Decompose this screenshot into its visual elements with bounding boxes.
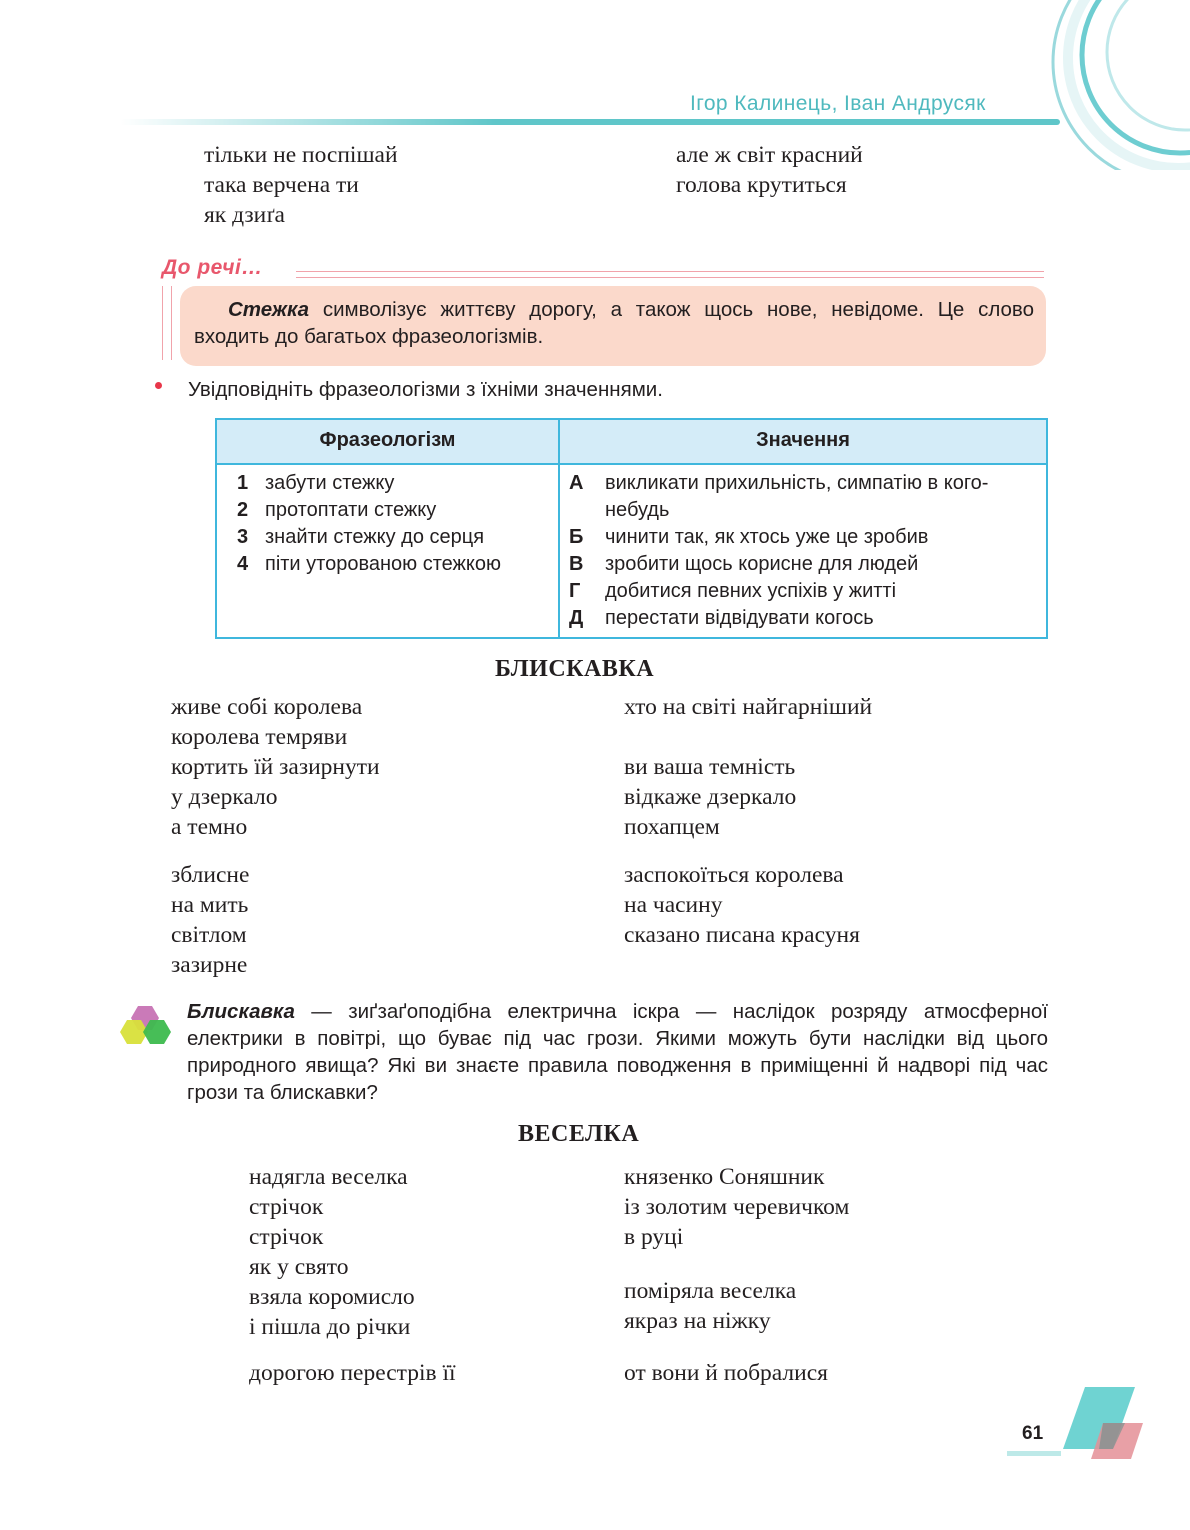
- poem-line: заспокоїться королева: [624, 862, 844, 888]
- list-item: [237, 551, 501, 578]
- poem-line: голова крутиться: [676, 172, 847, 198]
- poem-line: а темно: [171, 814, 248, 840]
- item-text: добитися певних успіхів у житті: [605, 580, 897, 602]
- poem-title-rainbow: ВЕСЕЛКА: [518, 1121, 640, 1147]
- item-text: протоптати стежку: [265, 499, 437, 521]
- list-item: [569, 524, 1039, 551]
- poem-line: похапцем: [624, 814, 720, 840]
- poem-rainbow-left: [249, 1162, 456, 1388]
- task-instruction: Увідповідніть фразеологізми з їхніми значеннями.: [188, 378, 663, 401]
- table-header-meaning: Значення: [756, 429, 850, 451]
- poem-line: як у свято: [249, 1254, 349, 1280]
- info-text: — зиґзаґоподібна електрична іскра — наслідок розряду атмосферної електрики в повітрі, що буває під час грози. Якими можуть бути наслідки від цього природного явища? Які ви знаєте правила поводження в приміщенні й надворі під час грози та блискавки?: [187, 1000, 1048, 1104]
- item-key: Г: [569, 580, 581, 602]
- list-item: [569, 578, 1039, 605]
- poem-line: от вони й побралися: [624, 1360, 828, 1386]
- poem-line: стрічок: [249, 1194, 324, 1220]
- list-item: [569, 551, 1039, 578]
- poem-top-left: [204, 140, 398, 230]
- poem-line: тільки не поспішай: [204, 142, 398, 168]
- poem-line: стрічок: [249, 1224, 324, 1250]
- table-header-phrase: Фразеологізм: [319, 429, 456, 451]
- item-key: 4: [237, 553, 249, 575]
- poem-line: надягла веселка: [249, 1164, 408, 1190]
- list-item: [237, 470, 501, 497]
- item-text: чинити так, як хтось уже це зробив: [605, 526, 929, 548]
- note-lead-word: Стежка: [228, 298, 310, 321]
- poem-line: ви ваша темність: [624, 754, 796, 780]
- meanings-column: [569, 470, 1039, 632]
- item-text: викликати прихильність, симпатію в кого-небудь: [605, 472, 989, 521]
- list-item: [569, 605, 1039, 632]
- item-text: забути стежку: [265, 472, 395, 494]
- poem-line: дорогою перестрів її: [249, 1360, 456, 1386]
- poem-rainbow-right: [624, 1162, 849, 1388]
- item-key: 2: [237, 499, 249, 521]
- info-lead-word: Блискавка: [187, 1000, 295, 1023]
- poem-line: поміряла веселка: [624, 1278, 797, 1304]
- hexagons-icon: [118, 1004, 182, 1048]
- poem-line: із золотим черевичком: [624, 1194, 850, 1220]
- note-box: [180, 286, 1046, 366]
- poem-line: світлом: [171, 922, 247, 948]
- phrases-column: [237, 470, 501, 578]
- bullet-icon: [155, 382, 162, 389]
- item-text: перестати відвідувати когось: [605, 607, 874, 629]
- poem-line: взяла коромисло: [249, 1284, 415, 1310]
- info-paragraph: [187, 998, 1048, 1106]
- item-key: В: [569, 553, 584, 575]
- item-text: піти уторованою стежкою: [265, 553, 502, 575]
- item-key: 3: [237, 526, 249, 548]
- note-side-bars: [162, 286, 172, 360]
- poem-line: у дзеркало: [171, 784, 278, 810]
- header-line: [120, 119, 1060, 125]
- poem-line: і пішла до річки: [249, 1314, 411, 1340]
- header-circles-decoration: [1020, 0, 1190, 170]
- note-rule: [296, 271, 1044, 278]
- poem-line: на часину: [624, 892, 723, 918]
- item-key: А: [569, 472, 584, 494]
- item-key: Б: [569, 526, 584, 548]
- poem-line: відкаже дзеркало: [624, 784, 797, 810]
- poem-line: зблисне: [171, 862, 250, 888]
- poem-line: але ж світ красний: [676, 142, 863, 168]
- poem-line: якраз на ніжку: [624, 1308, 771, 1334]
- poem-line: як дзиґа: [204, 202, 285, 228]
- poem-line: кортить їй зазирнути: [171, 754, 380, 780]
- page-number: 61: [1022, 1423, 1044, 1444]
- item-text: зробити щось корисне для людей: [605, 553, 919, 575]
- poem-line: така верчена ти: [204, 172, 359, 198]
- list-item: [237, 524, 501, 551]
- note-text: символізує життєву дорогу, а також щось нове, невідоме. Це слово входить до багатьох фразеологізмів.: [194, 298, 1034, 348]
- poem-lightning-left: [171, 692, 380, 980]
- poem-line: королева темряви: [171, 724, 348, 750]
- poem-line: на мить: [171, 892, 249, 918]
- poem-line: сказано писана красуня: [624, 922, 860, 948]
- list-item: [569, 470, 1039, 524]
- item-key: Д: [569, 607, 584, 629]
- item-key: 1: [237, 472, 249, 494]
- poem-line: хто на світі найгарніший: [624, 694, 873, 720]
- poem-line: князенко Соняшник: [624, 1164, 825, 1190]
- poem-title-lightning: БЛИСКАВКА: [495, 656, 655, 682]
- note-title: До речі…: [162, 256, 263, 279]
- table-divider: [558, 420, 560, 637]
- poem-lightning-right: [624, 692, 872, 950]
- header-authors: Ігор Калинець, Іван Андрусяк: [690, 92, 986, 115]
- poem-line: живе собі королева: [171, 694, 363, 720]
- poem-top-right: [676, 140, 863, 200]
- list-item: [237, 497, 501, 524]
- poem-line: в руці: [624, 1224, 684, 1250]
- item-text: знайти стежку до серця: [265, 526, 485, 548]
- phraseology-table: [215, 418, 1048, 639]
- poem-line: зазирне: [171, 952, 248, 978]
